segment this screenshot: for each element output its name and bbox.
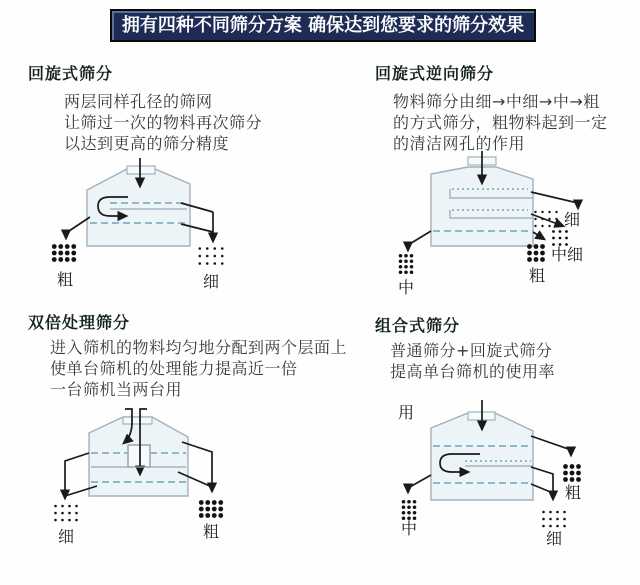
section-title-combined: 组合式筛分 xyxy=(375,316,461,335)
combined-diagram xyxy=(390,395,610,560)
fine-dots xyxy=(542,511,566,528)
output-arrow-fine xyxy=(531,192,578,208)
medium-label: 中 xyxy=(397,278,415,297)
section-title-double: 双倍处理筛分 xyxy=(28,313,131,332)
output-arrow-medium xyxy=(408,231,431,250)
coarse-label: 粗 xyxy=(564,483,582,502)
text-line: 物料筛分由细→中细→中→粗 xyxy=(393,92,600,111)
double-diagram xyxy=(40,400,290,548)
output-arrow-fine xyxy=(531,467,553,499)
text-line: 使单台筛机的处理能力提高近一倍 xyxy=(50,359,298,378)
fine-label: 细 xyxy=(545,529,563,548)
machine-body xyxy=(87,169,190,246)
coarse-label: 粗 xyxy=(528,266,546,285)
text-line: 让筛过一次的物料再次筛分 xyxy=(64,113,263,132)
output-arrow-fine xyxy=(65,453,89,498)
fine-label: 细 xyxy=(57,527,75,546)
output-arrow-coarse xyxy=(531,436,571,455)
medium-fine-dots xyxy=(552,230,568,246)
fine-label: 细 xyxy=(564,210,581,229)
coarse-label: 粗 xyxy=(202,522,220,541)
coarse-dots xyxy=(199,500,223,518)
output-arrow-medium xyxy=(408,475,431,492)
medium-dots xyxy=(402,500,417,520)
text-line: 进入筛机的物料均匀地分配到两个层面上 xyxy=(50,338,348,357)
coarse-dots xyxy=(563,464,581,482)
corner-label: 用 xyxy=(398,403,415,422)
text-line: 两层同样孔径的筛网 xyxy=(64,92,213,111)
title-banner: 拥有四种不同筛分方案 确保达到您要求的筛分效果 xyxy=(110,9,536,42)
output-arrow-coarse xyxy=(533,232,544,239)
output-line-fine-2 xyxy=(531,484,553,493)
fine-dots xyxy=(54,505,78,522)
rotary-reverse-diagram xyxy=(380,150,610,300)
section-title-rotary: 回旋式筛分 xyxy=(28,64,114,83)
medium-fine-label: 中细 xyxy=(551,245,584,264)
section-text-double xyxy=(50,337,347,400)
inlet-port xyxy=(127,166,155,174)
text-line: 以达到更高的筛分精度 xyxy=(64,134,230,153)
inlet-port xyxy=(123,417,152,424)
text-line: 的清洁网孔的作用 xyxy=(393,134,526,153)
coarse-dots xyxy=(527,244,545,262)
section-title-rotary-reverse: 回旋式逆向筛分 xyxy=(375,64,495,83)
fine-dots xyxy=(198,247,223,265)
text-line: 的方式筛分，粗物料起到一定 xyxy=(393,113,608,132)
coarse-dots xyxy=(52,244,76,262)
section-text-rotary-reverse xyxy=(393,91,608,154)
rotary-diagram xyxy=(30,155,290,297)
text-line: 提高单台筛机的使用率 xyxy=(390,362,556,381)
fine-label: 细 xyxy=(202,272,220,291)
section-text-rotary xyxy=(64,91,262,154)
section-text-combined xyxy=(390,340,555,382)
text-line: 一台筛机当两台用 xyxy=(50,380,183,399)
medium-label: 中 xyxy=(400,519,418,538)
medium-dots xyxy=(399,254,414,274)
coarse-label: 粗 xyxy=(56,270,74,289)
splitter-box xyxy=(128,445,150,467)
text-line: 普通筛分+回旋式筛分 xyxy=(390,341,553,360)
